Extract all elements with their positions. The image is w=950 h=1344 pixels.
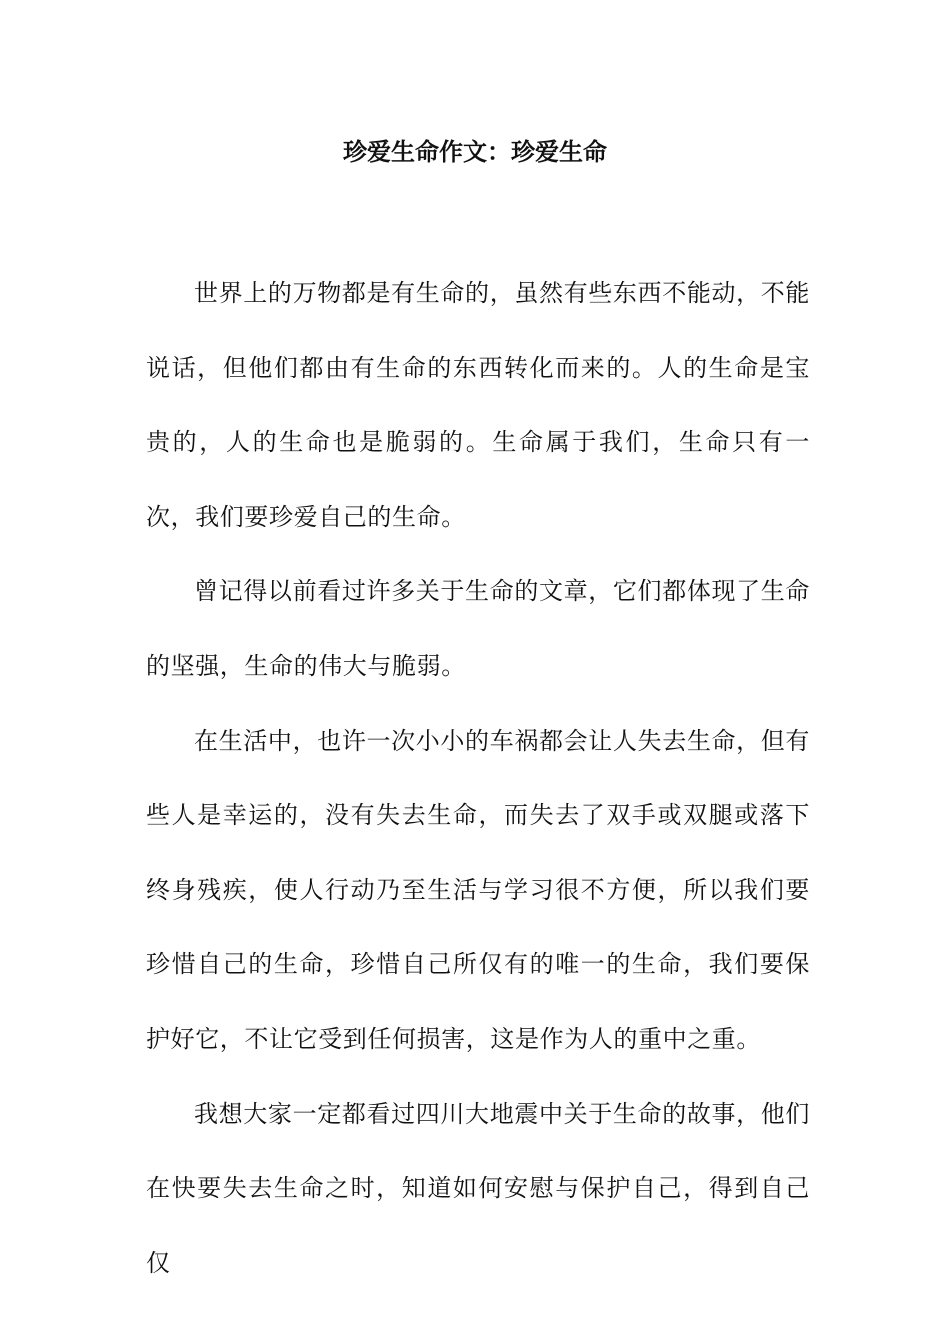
document-body [146, 256, 810, 1300]
paragraph: 我想大家一定都看过四川大地震中关于生命的故事，他们在快要失去生命之时，知道如何安慰与保护自己，得到自己仅 [146, 1099, 810, 1277]
paragraph: 曾记得以前看过许多关于生命的文章，它们都体现了生命的坚强，生命的伟大与脆弱。 [146, 577, 810, 680]
paragraph: 世界上的万物都是有生命的，虽然有些东西不能动，不能说话，但他们都由有生命的东西转化而来的。人的生命是宝贵的，人的生命也是脆弱的。生命属于我们，生命只有一次，我们要珍爱自己的生命。 [146, 279, 810, 531]
document-title: 珍爱生命作文：珍爱生命 [343, 137, 607, 166]
paragraph: 在生活中，也许一次小小的车祸都会让人失去生命，但有些人是幸运的，没有失去生命，而失去了双手或双腿或落下终身残疾，使人行动乃至生活与学习很不方便，所以我们要珍惜自己的生命，珍惜自己所仅有的唯一的生命，我们要保护好它，不让它受到任何损害，这是作为人的重中之重。 [146, 726, 810, 1053]
